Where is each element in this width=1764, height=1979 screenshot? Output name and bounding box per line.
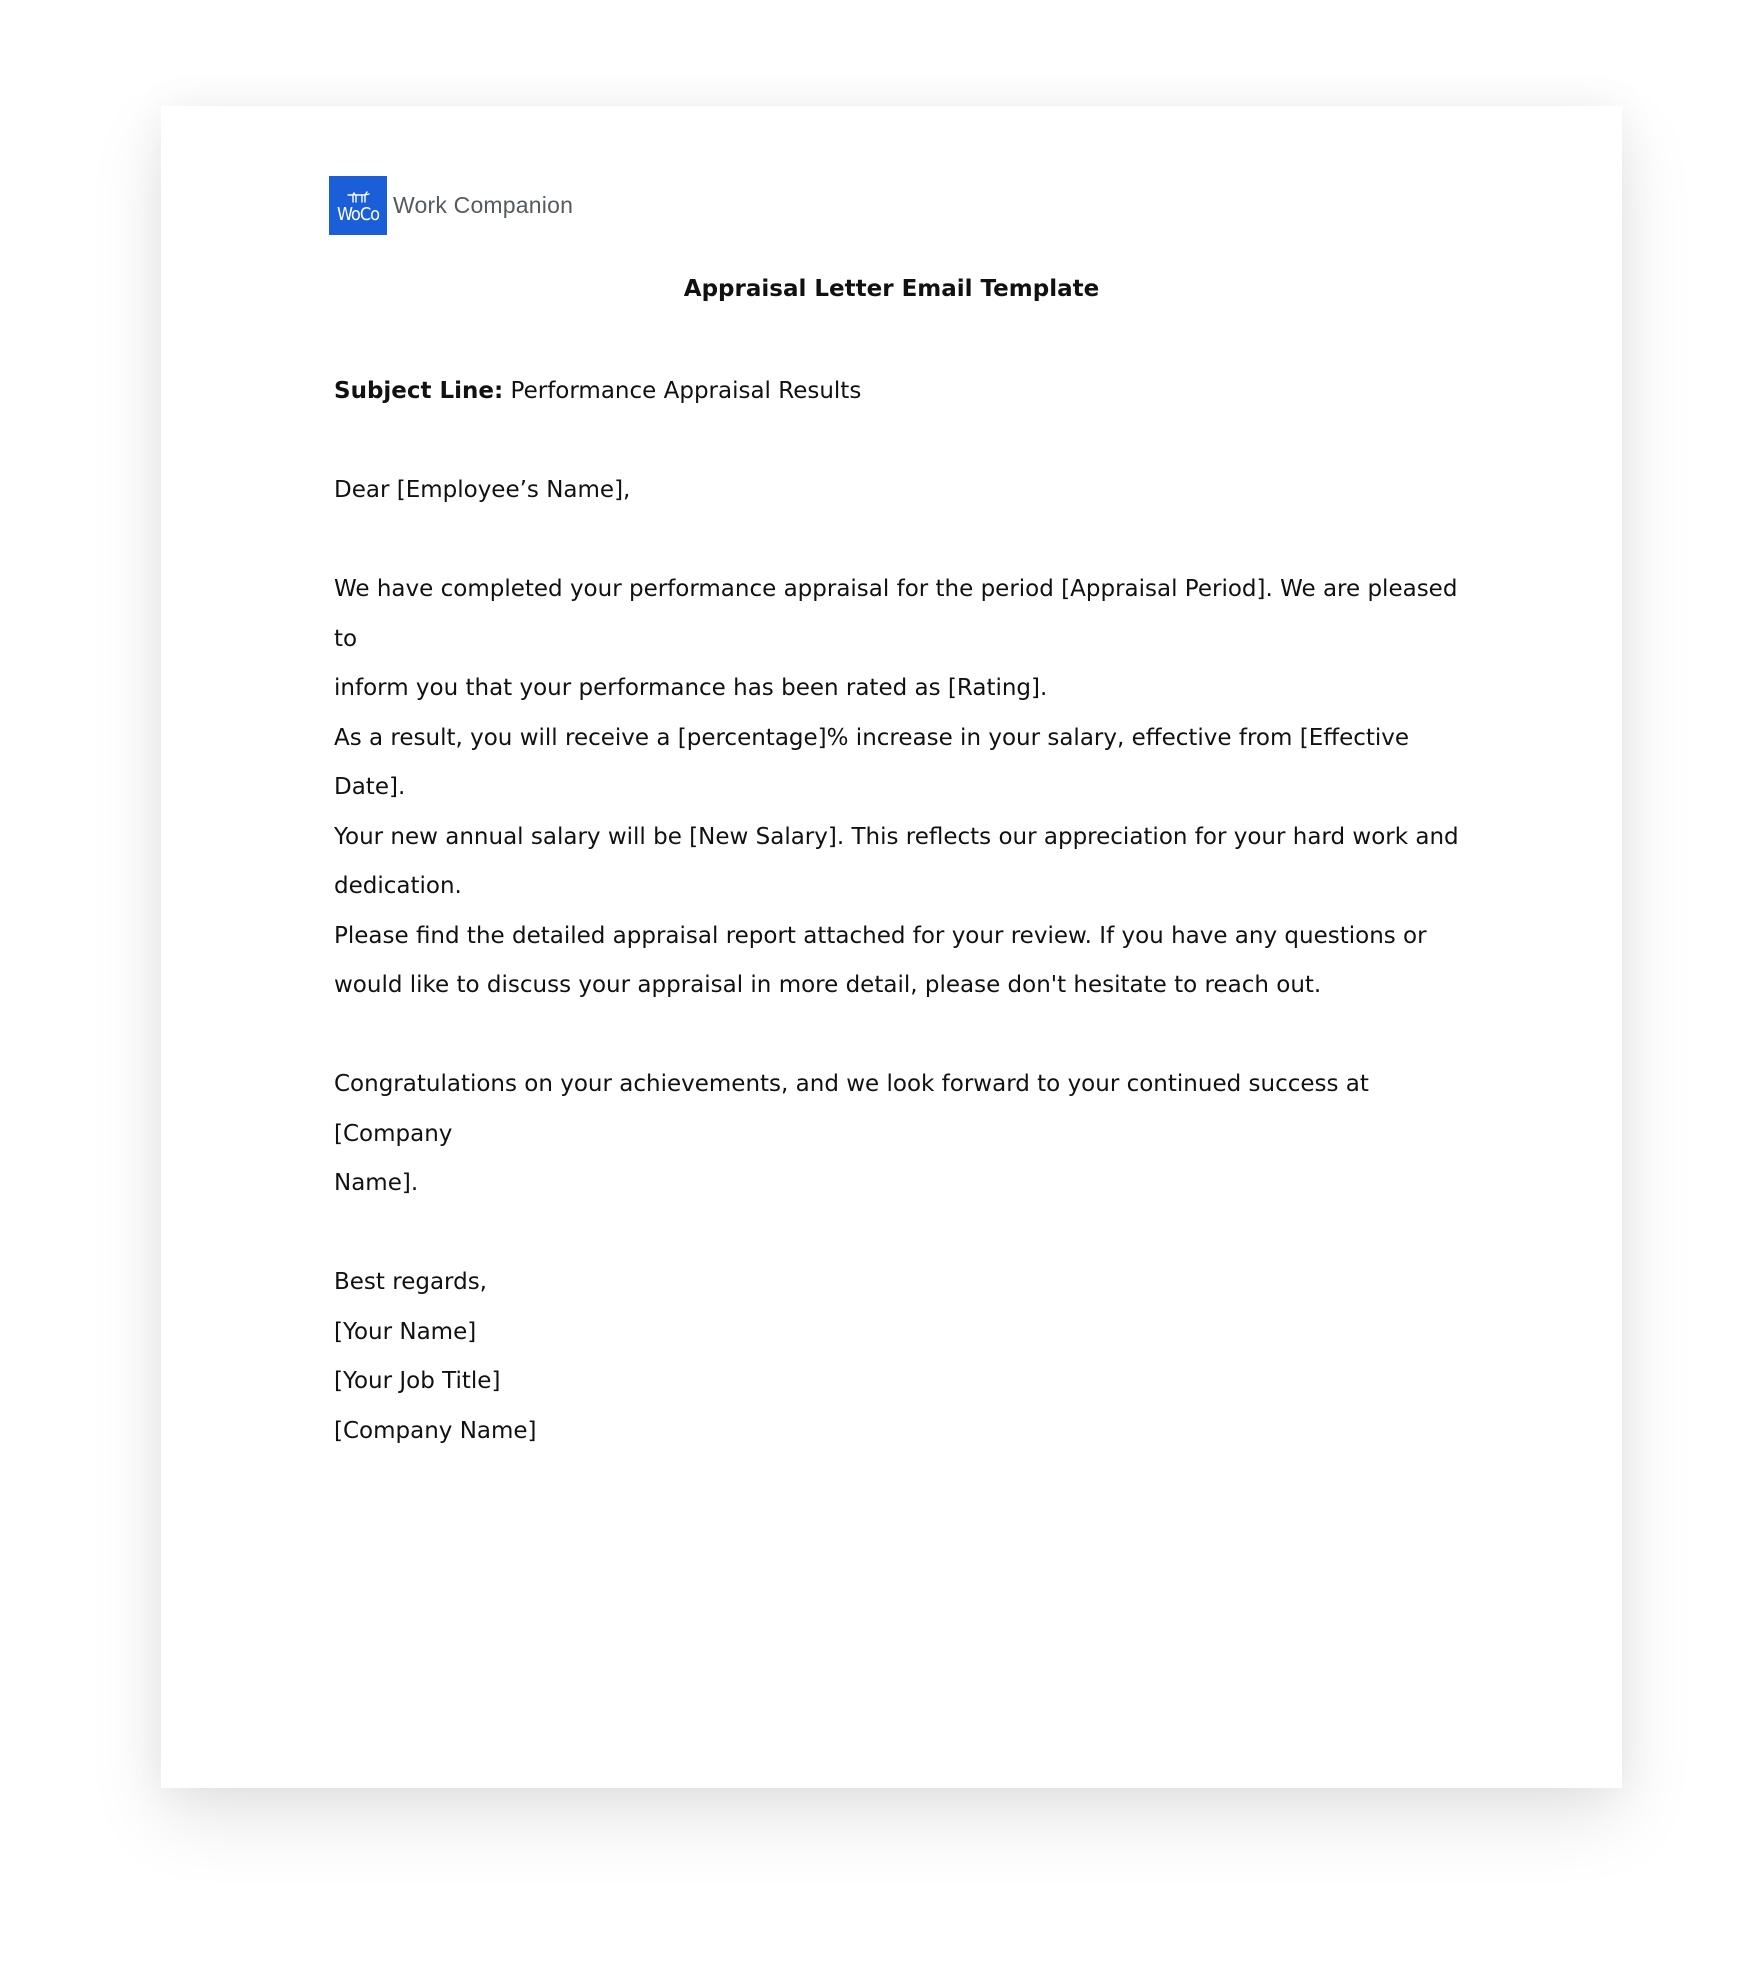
paragraph-line: As a result, you will receive a [percentage]% increase in your salary, effective from [Effective Date]. (334, 724, 1410, 800)
paragraph-line: dedication. (334, 873, 462, 899)
subject-value: Performance Appraisal Results (510, 378, 862, 404)
logo (329, 176, 573, 235)
paragraph-line: would like to discuss your appraisal in more detail, please don't hesitate to reach out. (334, 972, 1322, 998)
logo-name: Work Companion (393, 192, 574, 218)
paragraph-line: inform you that your performance has been rated as [Rating]. (334, 675, 1048, 701)
paragraph-line: Name]. (334, 1170, 419, 1196)
document-title: Appraisal Letter Email Template (683, 276, 1100, 302)
paragraph-line: We have completed your performance appraisal for the period [Appraisal Period]. We are pleased to (334, 576, 1458, 652)
subject-line (334, 367, 1464, 417)
document-page (161, 106, 1622, 1788)
dog-icon (345, 190, 371, 204)
paragraph-line: Congratulations on your achievements, and we look forward to your continued success at [Company (334, 1071, 1369, 1147)
logo-mark (329, 176, 387, 235)
paragraph-line: Your new annual salary will be [New Salary]. This reflects our appreciation for your hard work and (334, 823, 1459, 850)
signature-company: [Company Name] (334, 1417, 537, 1444)
document-body (334, 367, 1464, 1456)
subject-label: Subject Line: (334, 378, 504, 404)
signature-title: [Your Job Title] (334, 1368, 501, 1394)
paragraph-line: Please find the detailed appraisal report attached for your review. If you have any questions or (334, 922, 1427, 949)
signature-name: [Your Name] (334, 1318, 477, 1345)
greeting: Dear [Employee’s Name], (334, 477, 631, 503)
closing: Best regards, (334, 1269, 487, 1295)
logo-mark-text: WoCo (336, 204, 380, 225)
